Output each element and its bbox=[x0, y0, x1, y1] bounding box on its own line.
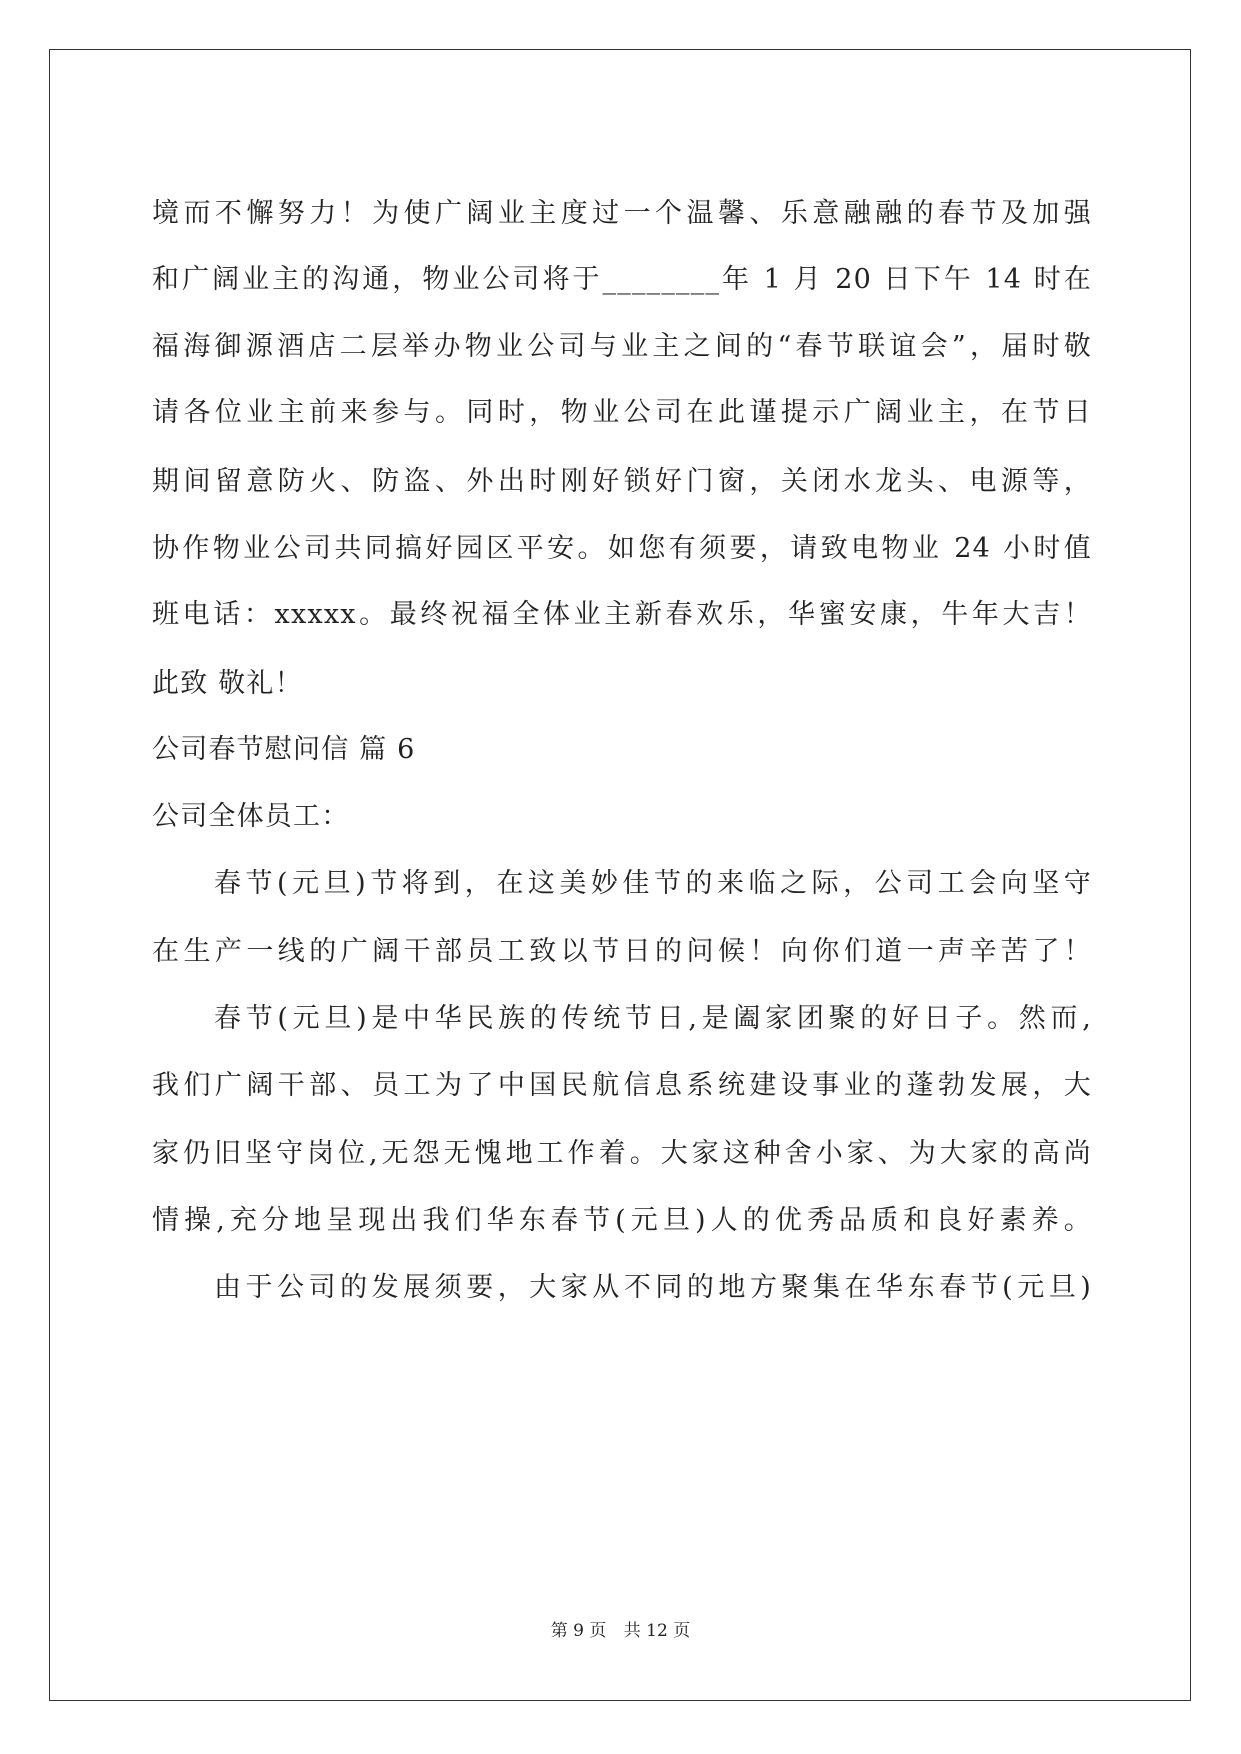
paragraph-line: 春节(元旦)节将到，在这美妙佳节的来临之际，公司工会向坚守 bbox=[214, 868, 1092, 899]
paragraph-line: 家仍旧坚守岗位,无怨无愧地工作着。大家这种舍小家、为大家的高尚 bbox=[152, 1138, 1092, 1169]
paragraph-line: 班电话：xxxxx。最终祝福全体业主新春欢乐，华蜜安康，牛年大吉！ bbox=[152, 599, 1092, 630]
paragraph-line: 境而不懈努力！为使广阔业主度过一个温馨、乐意融融的春节及加强 bbox=[152, 198, 1092, 229]
paragraph-line: 福海御源酒店二层举办物业公司与业主之间的“春节联谊会”，届时敬 bbox=[152, 331, 1092, 362]
paragraph-line: 在生产一线的广阔干部员工致以节日的问候！向你们道一声辛苦了！ bbox=[152, 936, 1092, 967]
paragraph-line: 和广阔业主的沟通，物业公司将于________年 1 月 20 日下午 14 时在 bbox=[152, 264, 1092, 295]
paragraph-line: 期间留意防火、防盗、外出时刚好锁好门窗，关闭水龙头、电源等， bbox=[152, 466, 1092, 497]
paragraph-line: 由于公司的发展须要，大家从不同的地方聚集在华东春节(元旦) bbox=[214, 1272, 1092, 1303]
letter-greeting: 公司全体员工： bbox=[152, 801, 350, 832]
page-footer bbox=[0, 1619, 1241, 1643]
paragraph-line: 情操,充分地呈现出我们华东春节(元旦)人的优秀品质和良好素养。 bbox=[152, 1205, 1092, 1236]
closing-salutation: 此致 敬礼！ bbox=[152, 668, 303, 699]
paragraph-line: 请各位业主前来参与。同时，物业公司在此谨提示广阔业主，在节日 bbox=[152, 397, 1092, 428]
section-heading: 公司春节慰问信 篇 6 bbox=[152, 734, 416, 765]
page-total: 共 12 页 bbox=[623, 1621, 691, 1641]
page-number: 第 9 页 bbox=[550, 1621, 607, 1641]
paragraph-line: 春节(元旦)是中华民族的传统节日,是阖家团聚的好日子。然而, bbox=[214, 1003, 1092, 1034]
paragraph-line: 我们广阔干部、员工为了中国民航信息系统建设事业的蓬勃发展，大 bbox=[152, 1070, 1092, 1101]
paragraph-line: 协作物业公司共同搞好园区平安。如您有须要，请致电物业 24 小时值 bbox=[152, 533, 1092, 564]
